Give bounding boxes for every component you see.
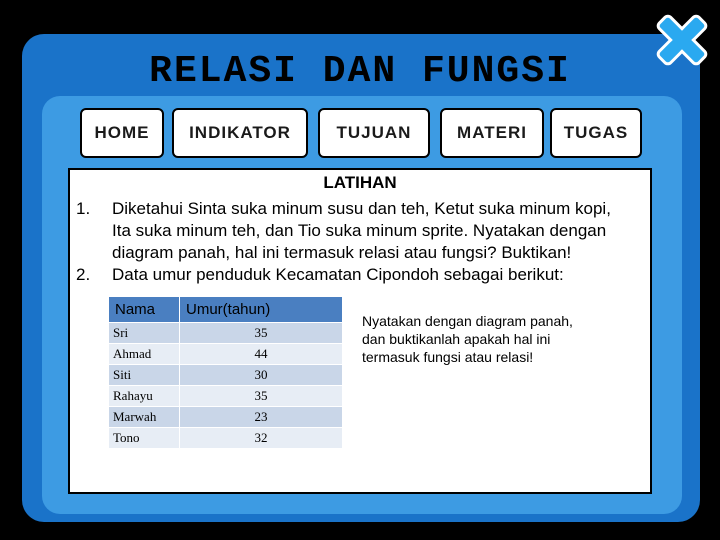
- cell-age: 23: [180, 407, 343, 428]
- question-1-line-3: diagram panah, hal ini termasuk relasi atau fungsi? Buktikan!: [112, 243, 572, 262]
- instruction-line-2: dan buktikanlah apakah hal ini: [362, 331, 551, 347]
- question-1-line-1: Diketahui Sinta suka minum susu dan teh, Ketut suka minum kopi,: [112, 199, 611, 218]
- nav-home-button[interactable]: HOME: [80, 108, 164, 158]
- column-header-name: Nama: [109, 297, 180, 323]
- question-1-number: 1.: [76, 199, 91, 218]
- column-header-age: Umur(tahun): [180, 297, 343, 323]
- instruction-line-1: Nyatakan dengan diagram panah,: [362, 313, 573, 329]
- instruction-line-3: termasuk fungsi atau relasi!: [362, 349, 534, 365]
- nav-indikator-button[interactable]: INDIKATOR: [172, 108, 308, 158]
- question-1-line-2: Ita suka minum teh, dan Tio suka minum sprite. Nyatakan dengan: [112, 221, 607, 240]
- table-row: [109, 323, 343, 344]
- nav-tujuan-button[interactable]: TUJUAN: [318, 108, 430, 158]
- cell-name: Tono: [109, 428, 180, 449]
- question-2-number: 2.: [76, 265, 91, 284]
- table-row: [109, 428, 343, 449]
- cell-age: 30: [180, 365, 343, 386]
- cell-name: Marwah: [109, 407, 180, 428]
- table-row: [109, 386, 343, 407]
- table-row: [109, 407, 343, 428]
- cell-name: Sri: [109, 323, 180, 344]
- cell-age: 35: [180, 386, 343, 407]
- question-2-text: Data umur penduduk Kecamatan Cipondoh sebagai berikut:: [112, 265, 564, 284]
- cell-age: 35: [180, 323, 343, 344]
- table-row: [109, 344, 343, 365]
- table-row: [109, 365, 343, 386]
- instruction-note: [362, 312, 622, 366]
- cell-name: Siti: [109, 365, 180, 386]
- nav-tugas-button[interactable]: TUGAS: [550, 108, 642, 158]
- page-title: RELASI DAN FUNGSI: [149, 50, 571, 93]
- cell-name: Rahayu: [109, 386, 180, 407]
- section-heading: LATIHAN: [323, 173, 397, 192]
- cell-age: 44: [180, 344, 343, 365]
- cell-name: Ahmad: [109, 344, 180, 365]
- cell-age: 32: [180, 428, 343, 449]
- nav-materi-button[interactable]: MATERI: [440, 108, 544, 158]
- age-table: [108, 296, 343, 449]
